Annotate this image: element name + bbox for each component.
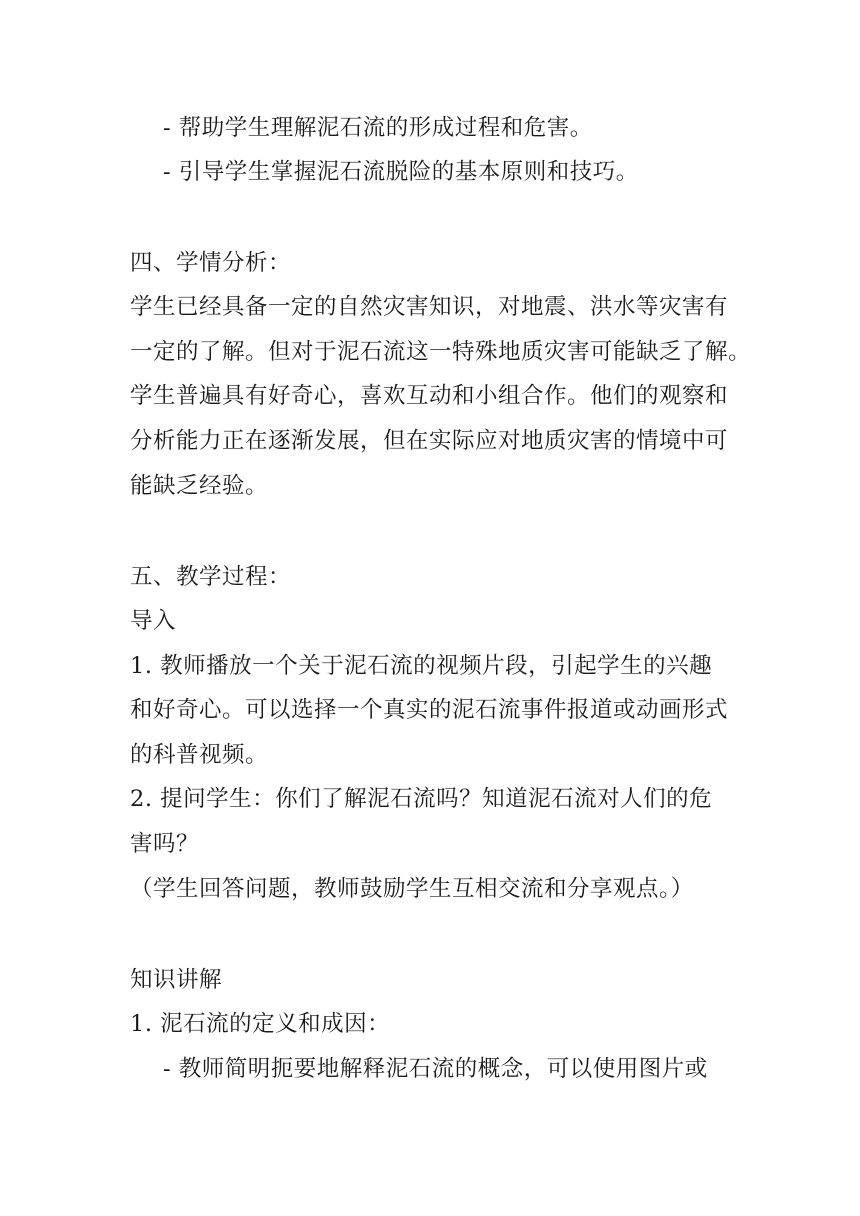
paragraph-line: 和好奇心。可以选择一个真实的泥石流事件报道或动画形式 [130, 697, 729, 723]
paragraph-line: 一定的了解。但对于泥石流这一特殊地质灾害可能缺乏了解。 [130, 339, 752, 365]
paragraph-line: 害吗？ [130, 831, 200, 857]
bullet-line: - 引导学生掌握泥石流脱险的基本原则和技巧。 [163, 159, 639, 185]
paragraph-line: 学生普遍具有好奇心，喜欢互动和小组合作。他们的观察和 [130, 383, 729, 409]
section-heading: 四、学情分析： [130, 250, 292, 276]
paragraph-line: 1. 教师播放一个关于泥石流的视频片段，引起学生的兴趣 [130, 653, 713, 679]
paragraph-line: 2. 提问学生：你们了解泥石流吗？知道泥石流对人们的危 [130, 786, 713, 812]
paragraph-line: 能缺乏经验。 [130, 473, 269, 499]
bullet-line: - 帮助学生理解泥石流的形成过程和危害。 [163, 115, 593, 141]
bullet-line: - 教师简明扼要地解释泥石流的概念，可以使用图片或 [163, 1056, 708, 1082]
paragraph-line: 的科普视频。 [130, 742, 269, 768]
subsection-heading: 知识讲解 [130, 967, 223, 993]
subsection-heading: 导入 [130, 608, 177, 634]
paragraph-line: 1. 泥石流的定义和成因： [130, 1011, 391, 1037]
paragraph-line: 学生已经具备一定的自然灾害知识，对地震、洪水等灾害有 [130, 294, 729, 320]
paragraph-line: 分析能力正在逐渐发展，但在实际应对地质灾害的情境中可 [130, 428, 729, 454]
section-heading: 五、教学过程： [130, 564, 292, 590]
paragraph-line: （学生回答问题，教师鼓励学生互相交流和分享观点。） [130, 876, 694, 902]
